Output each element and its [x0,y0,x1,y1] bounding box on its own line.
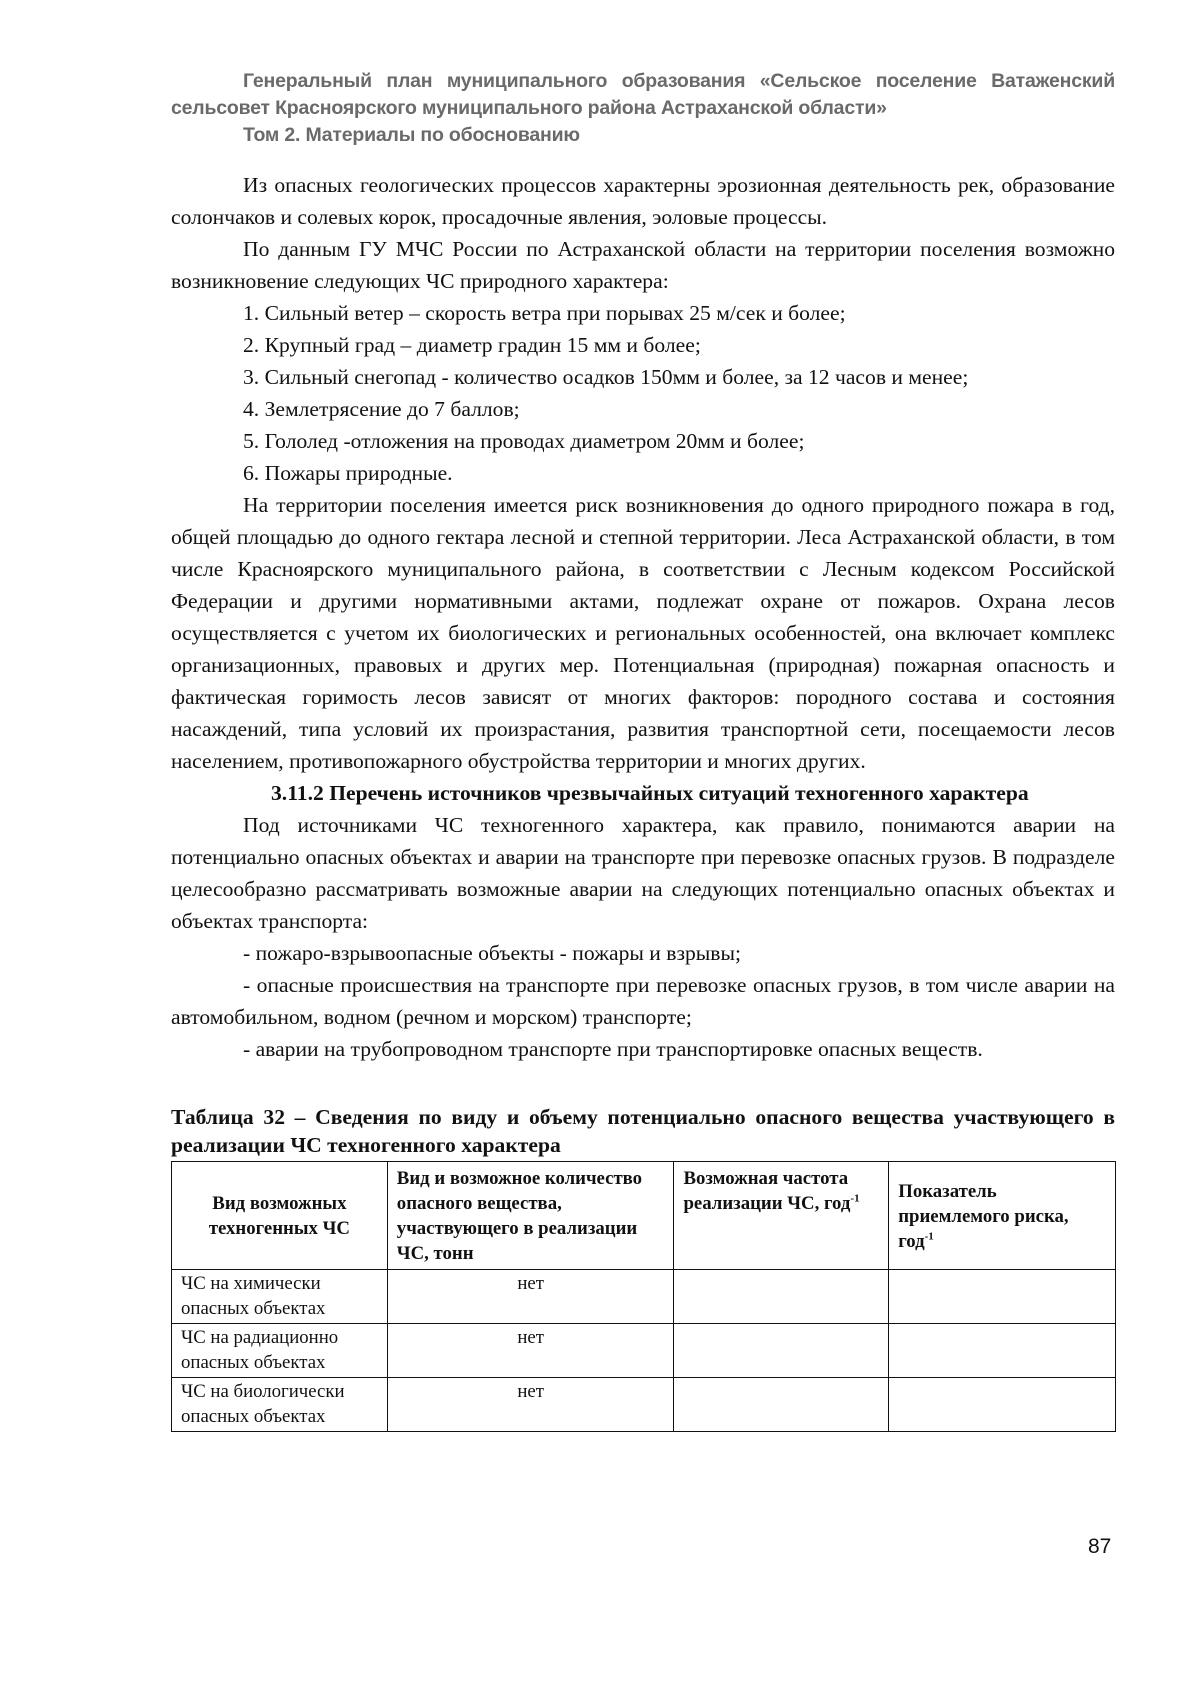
cell-substance: нет [387,1324,674,1378]
list-item: 2. Крупный град – диаметр градин 15 мм и более; [243,333,701,357]
list-item: 3. Сильный снегопад - количество осадков 150мм и более, за 12 часов и менее; [243,365,969,389]
table-row [172,1270,1116,1324]
cell-risk [889,1324,1116,1378]
list-item: - аварии на трубопроводном транспорте при транспортировке опасных веществ. [243,1037,983,1061]
body-text [171,169,1115,1065]
column-header-risk [889,1162,1116,1270]
paragraph: На территории поселения имеется риск возникновения до одного природного пожара в год, общей площадью до одного гектара лесной и степной территории. Леса Астраханской области, в том числе Красноярского муниципального района, в соответствии с Лесным кодексом Российской Федерации и другими нормативными актами, подлежат охране от пожаров. Охрана лесов осуществляется с учетом их биологических и региональных особенностей, она включает комплекс организационных, правовых и других мер. Потенциальная (природная) пожарная опасность и фактическая горимость лесов зависят от многих факторов: породного состава и состояния насаждений, типа условий их произрастания, развития транспортной сети, посещаемости лесов населением, противопожарного обустройства территории и многих других. [171,493,1115,773]
cell-frequency [674,1324,889,1378]
header-volume: Том 2. Материалы по обоснованию [243,124,580,146]
page-number: 87 [1088,1535,1112,1558]
list-item: 6. Пожары природные. [243,461,453,485]
list-item: - опасные происшествия на транспорте при перевозке опасных грузов, в том числе аварии на автомобильном, водном (речном и морском) транспорте; [171,973,1115,1029]
exponent: -1 [924,1230,934,1243]
section-title: Перечень источников чрезвычайных ситуаций техногенного характера [329,781,1029,805]
list-item: - пожаро-взрывоопасные объекты - пожары и взрывы; [243,941,741,965]
cell-risk [889,1270,1116,1324]
column-header-type: Вид возможных техногенных ЧС [172,1162,388,1270]
cell-type: ЧС на химически опасных объектах [172,1270,388,1324]
column-header-substance: Вид и возможное количество опасного вещества, участвующего в реализации ЧС, тонн [387,1162,674,1270]
cell-type: ЧС на биологически опасных объектах [172,1378,388,1432]
table-row [172,1378,1116,1432]
section-heading [171,777,1115,809]
cell-substance: нет [387,1270,674,1324]
table-caption: Таблица 32 – Сведения по виду и объему потенциально опасного вещества участвующего в реализации ЧС техногенного характера [171,1105,1115,1157]
paragraph: Под источниками ЧС техногенного характера, как правило, понимаются аварии на потенциально опасных объектах и аварии на транспорте при перевозке опасных грузов. В подразделе целесообразно рассматривать возможные аварии на следующих потенциально опасных объектах и объектах транспорта: [171,813,1115,933]
document-page [171,68,1115,1432]
paragraph: Из опасных геологических процессов характерны эрозионная деятельность рек, образование солончаков и солевых корок, просадочные явления, эоловые процессы. [171,173,1115,229]
table-header-row [172,1162,1116,1270]
hazard-table [171,1161,1116,1432]
cell-type: ЧС на радиационно опасных объектах [172,1324,388,1378]
section-number: 3.11.2 [271,781,324,805]
cell-frequency [674,1378,889,1432]
cell-frequency [674,1270,889,1324]
exponent: -1 [850,1192,860,1205]
running-header [171,68,1115,149]
paragraph: По данным ГУ МЧС России по Астраханской области на территории поселения возможно возникновение следующих ЧС природного характера: [171,237,1115,293]
cell-risk [889,1378,1116,1432]
list-item: 5. Гололед -отложения на проводах диаметром 20мм и более; [243,429,805,453]
cell-substance: нет [387,1378,674,1432]
list-item: 1. Сильный ветер – скорость ветра при порывах 25 м/сек и более; [243,301,846,325]
header-title: Генеральный план муниципального образования «Сельское поселение Ватаженский сельсовет Красноярского муниципального района Астраханской области» [171,70,1115,119]
list-item: 4. Землетрясение до 7 баллов; [243,397,520,421]
column-header-frequency-label: Возможная частота реализации ЧС, год [683,1168,851,1214]
table-row [172,1324,1116,1378]
column-header-frequency [674,1162,889,1270]
column-header-risk-label: Показатель приемлемого риска, год [898,1180,1069,1252]
